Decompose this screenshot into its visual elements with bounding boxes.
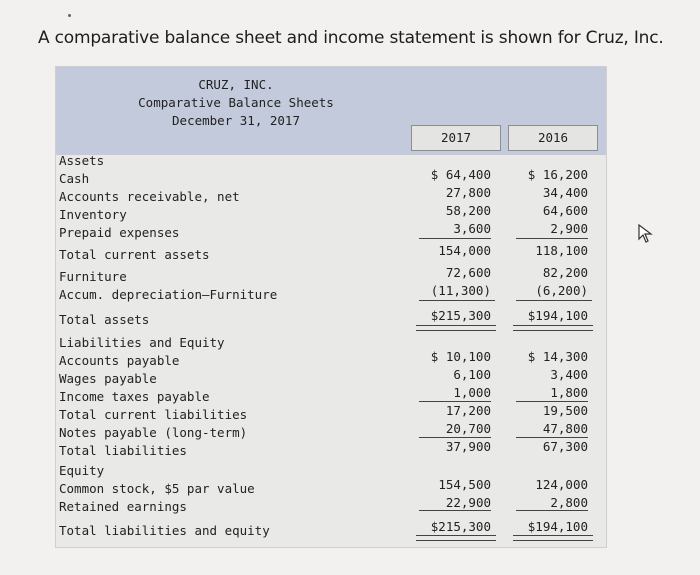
mouse-pointer-icon xyxy=(638,224,654,248)
value-2016: 2,800 xyxy=(550,495,588,510)
row-label: Total current assets xyxy=(59,247,210,262)
row-label: Cash xyxy=(59,171,90,186)
subtotal-underline xyxy=(516,238,588,239)
value-2017: 37,900 xyxy=(445,439,491,454)
year-header-2017: 2017 xyxy=(411,125,501,151)
value-2016: 124,000 xyxy=(535,477,588,492)
value-2017: 6,100 xyxy=(453,367,491,382)
row-label: Retained earnings xyxy=(59,499,187,514)
value-2017: 20,700 xyxy=(445,421,491,436)
row-label: Total liabilities xyxy=(59,443,187,458)
total-double-underline xyxy=(416,535,496,541)
question-text: A comparative balance sheet and income statement is shown for Cruz, Inc. xyxy=(38,28,664,48)
value-2016: $ 16,200 xyxy=(527,167,588,182)
value-2017: 58,200 xyxy=(445,203,491,218)
statement-title: Comparative Balance Sheets xyxy=(138,95,334,110)
value-2017: $ 64,400 xyxy=(430,167,491,182)
value-2016: (6,200) xyxy=(535,283,588,298)
value-2016: 34,400 xyxy=(542,185,588,200)
subtotal-underline xyxy=(516,437,588,438)
value-2017: 22,900 xyxy=(445,495,491,510)
value-2017: 154,500 xyxy=(438,477,491,492)
row-label: Prepaid expenses xyxy=(59,225,180,240)
subtotal-underline xyxy=(516,300,592,301)
row-label: Accounts payable xyxy=(59,353,180,368)
row-label: Inventory xyxy=(59,207,127,222)
subtotal-underline xyxy=(516,401,588,402)
subtotal-underline xyxy=(419,510,491,511)
row-label: Wages payable xyxy=(59,371,157,386)
subtotal-underline xyxy=(419,238,491,239)
value-2017: $215,300 xyxy=(430,308,491,323)
value-2016: 3,400 xyxy=(550,367,588,382)
row-label: Accum. depreciation–Furniture xyxy=(59,287,278,302)
row-label: Common stock, $5 par value xyxy=(59,481,255,496)
row-label: Accounts receivable, net xyxy=(59,189,240,204)
statement-date: December 31, 2017 xyxy=(172,113,300,128)
value-2016: $194,100 xyxy=(527,308,588,323)
value-2016: 118,100 xyxy=(535,243,588,258)
value-2016: 82,200 xyxy=(542,265,588,280)
value-2017: 3,600 xyxy=(453,221,491,236)
total-double-underline xyxy=(513,535,593,541)
value-2017: $215,300 xyxy=(430,519,491,534)
balance-sheet xyxy=(55,66,607,548)
row-label: Total current liabilities xyxy=(59,407,248,422)
row-label: Income taxes payable xyxy=(59,389,210,404)
subtotal-underline xyxy=(419,401,491,402)
value-2016: 47,800 xyxy=(542,421,588,436)
value-2016: 19,500 xyxy=(542,403,588,418)
subtotal-underline xyxy=(516,510,588,511)
value-2017: $ 10,100 xyxy=(430,349,491,364)
value-2017: 27,800 xyxy=(445,185,491,200)
row-label: Furniture xyxy=(59,269,127,284)
row-label: Equity xyxy=(59,463,105,478)
company-name: CRUZ, INC. xyxy=(198,77,274,92)
bullet-dot xyxy=(68,14,71,17)
row-label: Total assets xyxy=(59,312,150,327)
value-2017: 154,000 xyxy=(438,243,491,258)
row-label: Total liabilities and equity xyxy=(59,523,270,538)
subtotal-underline xyxy=(419,437,491,438)
value-2017: 17,200 xyxy=(445,403,491,418)
row-label: Assets xyxy=(59,153,105,168)
value-2016: 64,600 xyxy=(542,203,588,218)
row-label: Notes payable (long-term) xyxy=(59,425,248,440)
row-label: Liabilities and Equity xyxy=(59,335,225,350)
value-2017: 72,600 xyxy=(445,265,491,280)
value-2016: 2,900 xyxy=(550,221,588,236)
subtotal-underline xyxy=(419,300,495,301)
value-2016: $194,100 xyxy=(527,519,588,534)
value-2017: 1,000 xyxy=(453,385,491,400)
total-double-underline xyxy=(513,325,593,331)
year-header-2016: 2016 xyxy=(508,125,598,151)
value-2016: 67,300 xyxy=(542,439,588,454)
value-2016: $ 14,300 xyxy=(527,349,588,364)
header-band xyxy=(56,67,606,155)
total-double-underline xyxy=(416,325,496,331)
value-2017: (11,300) xyxy=(430,283,491,298)
value-2016: 1,800 xyxy=(550,385,588,400)
